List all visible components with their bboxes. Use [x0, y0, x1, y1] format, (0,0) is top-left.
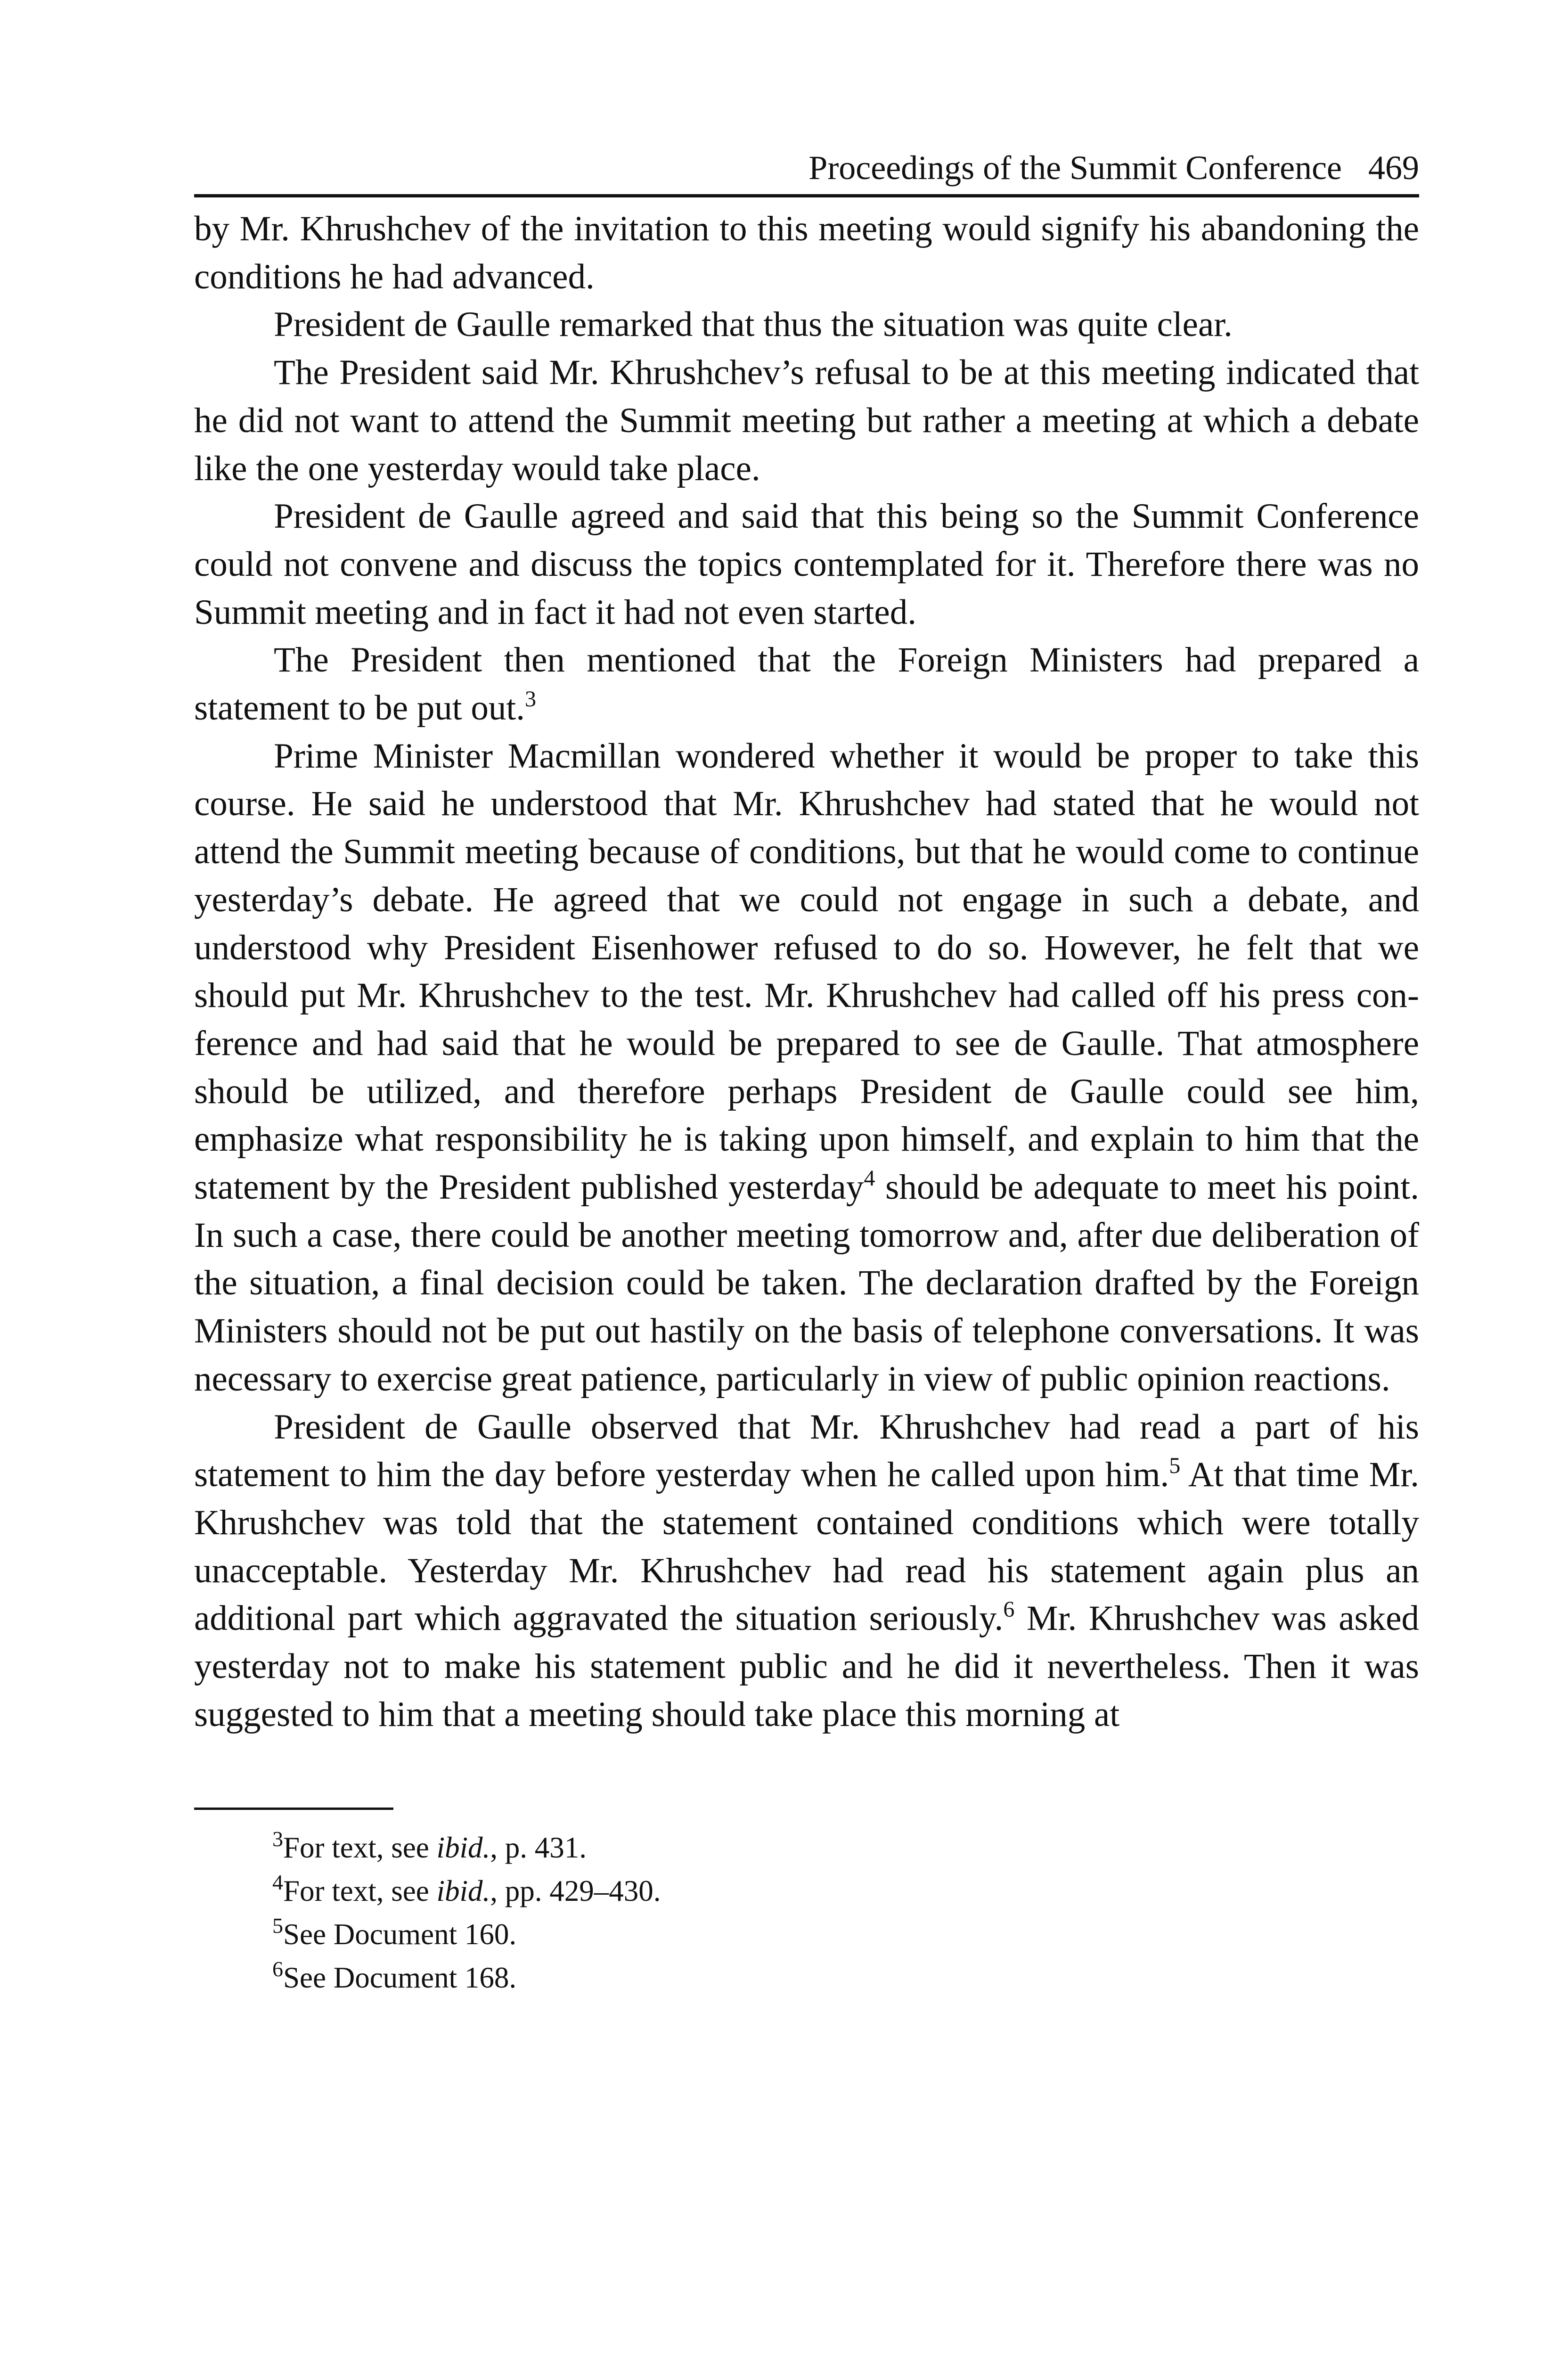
paragraph: [194, 732, 1419, 1403]
paragraph: [194, 1403, 1419, 1739]
footnote-number: 4: [272, 1870, 283, 1894]
paragraph-text: President de Gaulle remarked that thus the situation was quite clear.: [274, 305, 1233, 344]
paragraph: [194, 492, 1419, 636]
paragraph-text: Mr. Khrushchev was asked yesterday not to make his statement public and he did it nevertheless. Then it was suggested to him that a meeting should take place this morning at: [194, 1599, 1419, 1734]
document-page: [194, 141, 1419, 1999]
paragraph-text: Prime Minister Macmillan wondered whether it would be proper to take this course. He said he understood that Mr. Khrushchev had stated that he would not attend the Summit meeting because of conditions, but that he would come to continue yesterday’s debate. He agreed that we could not engage in such a debate, and understood why President Eisenhower refused to do so. However, he felt that we should put Mr. Khrushchev to the test. Mr. Khrushchev had called off his press conference and had said that he would be prepared to see de Gaulle. That atmosphere should be utilized, and therefore perhaps President de Gaulle could see him, emphasize what responsibility he is taking upon himself, and explain to him that the statement by the President published yesterday: [194, 736, 1419, 1207]
page-number: 469: [1368, 149, 1419, 187]
paragraph-text: by Mr. Khrushchev of the invitation to this meeting would signify his abandoning the conditions he had advanced.: [194, 209, 1419, 296]
running-head-title: Proceedings of the Summit Conference: [808, 149, 1342, 187]
footnote-text: For text, see: [283, 1874, 437, 1907]
paragraph: [194, 349, 1419, 492]
footnote-divider: [194, 1808, 393, 1810]
footnote-citation: ibid.: [436, 1831, 490, 1864]
paragraph: [194, 301, 1419, 349]
footnote-number: 3: [272, 1826, 283, 1851]
footnote-reference: 6: [1003, 1597, 1015, 1622]
body-text: [194, 205, 1419, 1739]
footnotes: [194, 1826, 1419, 1999]
footnote-text: See Document 160.: [283, 1917, 517, 1951]
paragraph-text: The President said Mr. Khrushchev’s refusal to be at this meeting indicated that he did not want to attend the Summit meeting but rather a meeting at which a debate like the one yesterday would take place.: [194, 353, 1419, 488]
footnote-text: , p. 431.: [490, 1831, 587, 1864]
footnote: [194, 1869, 1419, 1913]
footnote: [194, 1913, 1419, 1956]
footnote: [194, 1956, 1419, 1999]
paragraph-text: At that time Mr. Khrushchev was told that the statement contained conditions which were totally unacceptable. Yesterday Mr. Khrushchev had read his statement again plus an additional part which aggravated the situation seriously.: [194, 1455, 1419, 1638]
footnote-text: , pp. 429–430.: [490, 1874, 661, 1907]
footnote-reference: 3: [524, 687, 536, 712]
running-head: [194, 141, 1419, 197]
footnote-reference: 5: [1169, 1453, 1181, 1479]
paragraph-text: President de Gaulle agreed and said that this being so the Summit Conference could not convene and discuss the topics contemplated for it. Therefore there was no Summit meeting and in fact it had not even started.: [194, 497, 1419, 632]
paragraph: [194, 205, 1419, 301]
footnote-number: 5: [272, 1913, 283, 1938]
footnote-number: 6: [272, 1956, 283, 1981]
footnote-reference: 4: [864, 1166, 875, 1191]
paragraph-text: President de Gaulle observed that Mr. Khrushchev had read a part of his statement to him the day before yesterday when he called upon him.: [194, 1407, 1419, 1495]
paragraph-text: The President then mentioned that the Foreign Ministers had prepared a statement to be put out.: [194, 640, 1419, 728]
footnote: [194, 1826, 1419, 1869]
paragraph-text: should be adequate to meet his point. In such a case, there could be another meeting tomorrow and, after due deliberation of the situation, a final decision could be taken. The declaration drafted by the Foreign Ministers should not be put out hastily on the basis of telephone conversations. It was necessary to exercise great patience, particularly in view of public opinion reactions.: [194, 1168, 1420, 1399]
footnote-text: See Document 168.: [283, 1961, 517, 1994]
footnote-text: For text, see: [283, 1831, 437, 1864]
footnote-citation: ibid.: [436, 1874, 490, 1907]
paragraph: [194, 636, 1419, 732]
